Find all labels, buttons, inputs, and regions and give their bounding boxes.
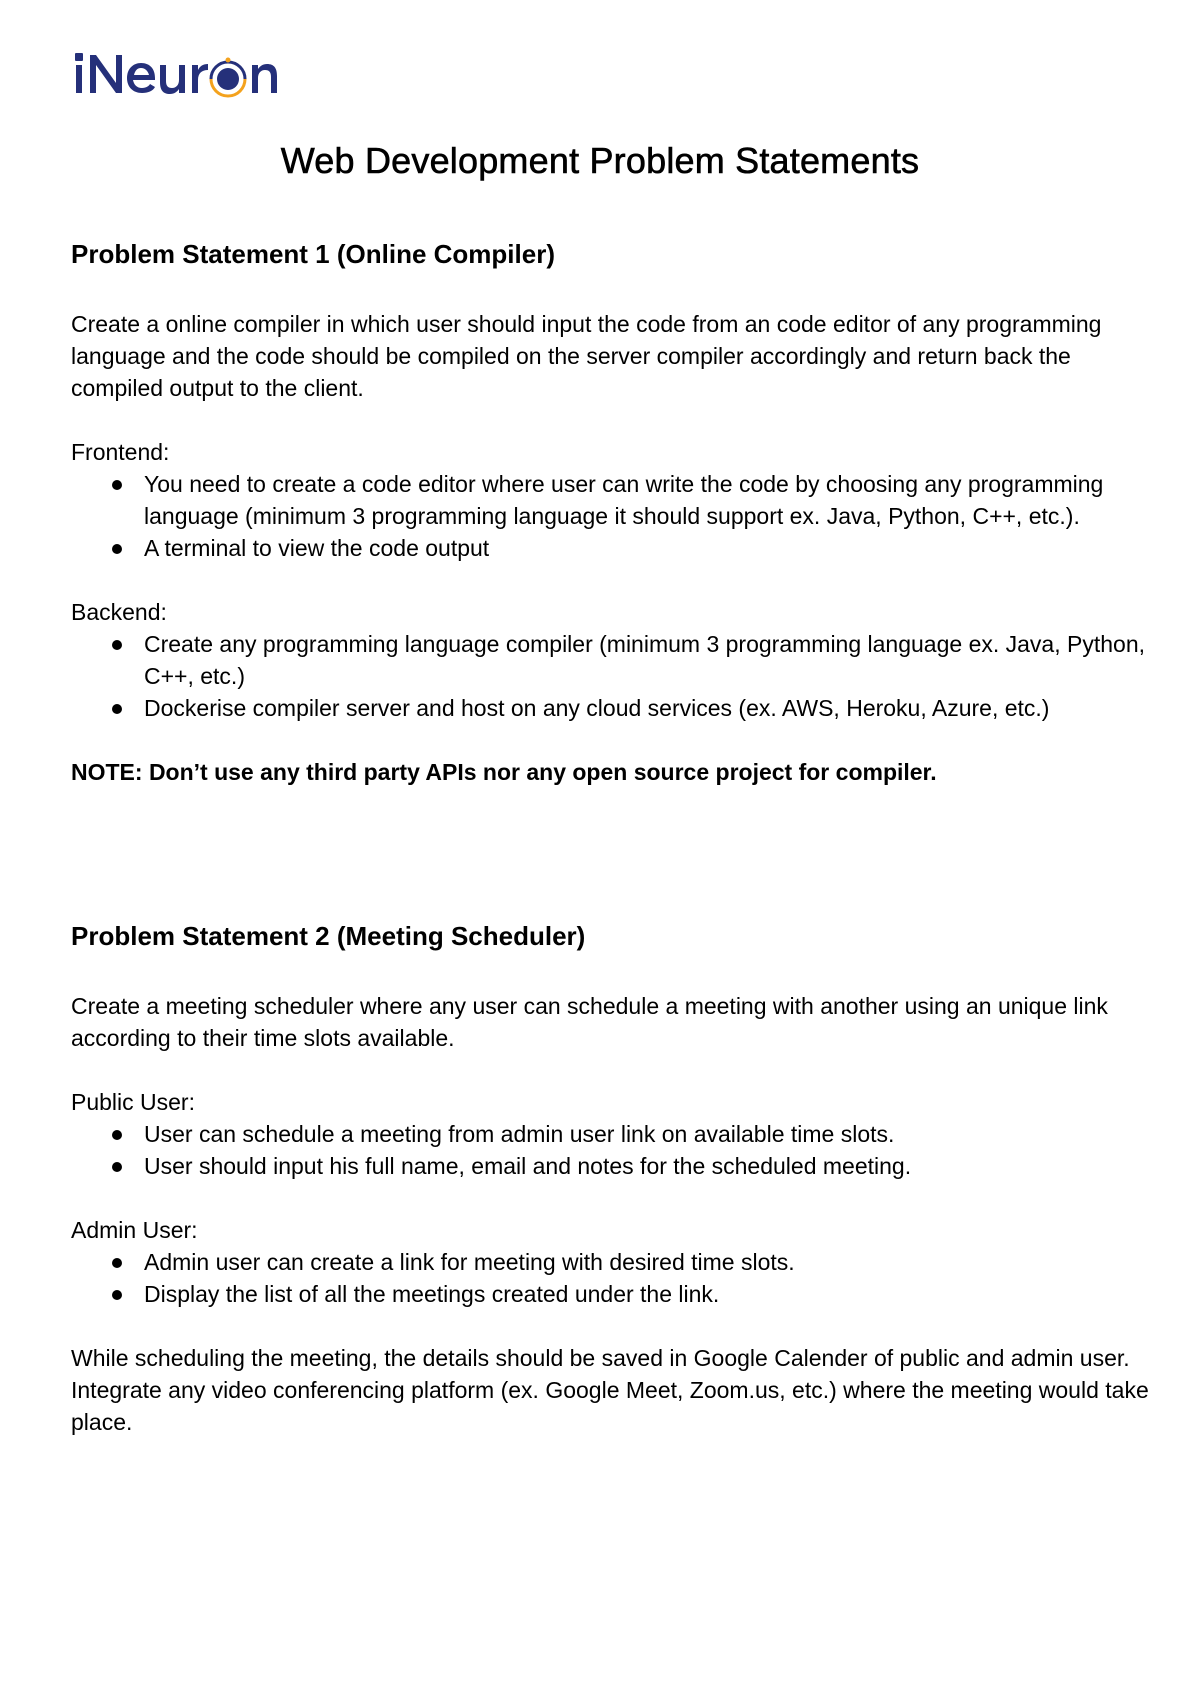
list-item: Admin user can create a link for meeting with desired time slots.	[71, 1246, 1161, 1278]
list-item: A terminal to view the code output	[71, 532, 1161, 564]
document-body	[71, 236, 1161, 1438]
backend-label: Backend:	[71, 599, 167, 625]
admin-user-label: Admin User:	[71, 1217, 198, 1243]
document-title: Web Development Problem Statements	[280, 140, 920, 181]
bullet-icon	[112, 544, 122, 554]
list-item: Create any programming language compiler (minimum 3 programming language ex. Java, Python, C++, etc.)	[71, 628, 1161, 692]
frontend-label: Frontend:	[71, 439, 170, 465]
bullet-icon	[112, 704, 122, 714]
bullet-icon	[112, 640, 122, 650]
public-user-list	[71, 1118, 1161, 1182]
bullet-icon	[112, 480, 122, 490]
list-item: User can schedule a meeting from admin user link on available time slots.	[71, 1118, 1161, 1150]
frontend-list	[71, 468, 1161, 564]
bullet-icon	[112, 1258, 122, 1268]
ineuron-logo	[74, 40, 294, 110]
backend-list	[71, 628, 1161, 724]
admin-user-list	[71, 1246, 1161, 1310]
public-user-label: Public User:	[71, 1089, 195, 1115]
problem-2-intro: Create a meeting scheduler where any user can schedule a meeting with another using an unique link according to their time slots available.	[71, 993, 1108, 1051]
problem-2-heading: Problem Statement 2 (Meeting Scheduler)	[71, 921, 586, 951]
list-item: You need to create a code editor where user can write the code by choosing any programming language (minimum 3 programming language it should support ex. Java, Python, C++, etc.).	[71, 468, 1161, 532]
bullet-icon	[112, 1130, 122, 1140]
list-item: User should input his full name, email and notes for the scheduled meeting.	[71, 1150, 1161, 1182]
logo-icon	[74, 43, 294, 107]
list-item: Dockerise compiler server and host on any cloud services (ex. AWS, Heroku, Azure, etc.)	[71, 692, 1161, 724]
problem-1-intro: Create a online compiler in which user should input the code from an code editor of any programming language and the code should be compiled on the server compiler accordingly and return back the compiled output to the client.	[71, 311, 1102, 401]
list-item: Display the list of all the meetings created under the link.	[71, 1278, 1161, 1310]
problem-1-heading: Problem Statement 1 (Online Compiler)	[71, 239, 555, 269]
compiler-note: NOTE: Don’t use any third party APIs nor any open source project for compiler.	[71, 759, 937, 785]
problem-2-closing: While scheduling the meeting, the details should be saved in Google Calender of public and admin user. Integrate any video conferencing platform (ex. Google Meet, Zoom.us, etc.) where the meeting would take place.	[71, 1345, 1149, 1435]
bullet-icon	[112, 1162, 122, 1172]
bullet-icon	[112, 1290, 122, 1300]
